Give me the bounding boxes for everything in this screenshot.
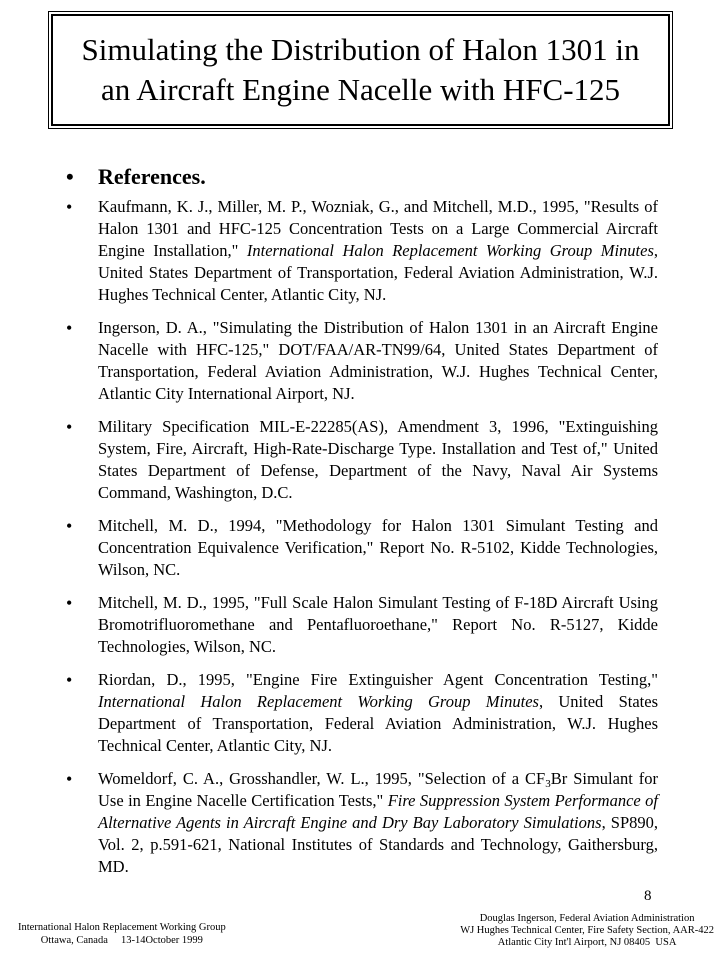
references-list	[66, 162, 658, 878]
bullet-icon: •	[66, 197, 73, 217]
reference-item-kaufmann	[66, 196, 658, 306]
title-box	[51, 14, 670, 126]
footer-left-line-1: International Halon Replacement Working Group	[18, 922, 226, 933]
reference-text: Womeldorf, C. A., Grosshandler, W. L., 1995, "Selection of a CF	[98, 769, 546, 788]
footer-right	[460, 913, 714, 949]
reference-text: Mitchell, M. D., 1995, "Full Scale Halon Simulant Testing of F-18D Aircraft Using Bromotrifluoromethane and Pentafluoroethane," Report No. R-5127, Kidde Technologies, Wilson, NC.	[98, 593, 658, 656]
reference-italic: International Halon Replacement Working Group Minutes	[98, 692, 539, 711]
footer-right-line-1: Douglas Ingerson, Federal Aviation Administration	[479, 913, 695, 924]
reference-text: Kaufmann, K. J., Miller, M. P., Wozniak, G., and Mitchell, M.D., 1995, "Results of Halon 1301 and HFC-125 Concentration Tests on a Large Commercial Aircraft Engine Installation,"	[98, 197, 658, 260]
bullet-icon: •	[66, 417, 73, 437]
footer-right-line-3: Atlantic City Int'l Airport, NJ 08405 USA	[497, 937, 677, 948]
title-line-2: an Aircraft Engine Nacelle with HFC-125	[100, 72, 621, 107]
reference-text: , United States Department of Transportation, Federal Aviation Administration, W.J. Hughes Technical Center, Atlantic City, NJ.	[98, 692, 658, 755]
bullet-icon: •	[66, 516, 73, 536]
bullet-icon: •	[66, 670, 73, 690]
reference-text: Ingerson, D. A., "Simulating the Distribution of Halon 1301 in an Aircraft Engine Nacelle with HFC-125," DOT/FAA/AR-TN99/64, United States Department of Transportation, Federal Aviation Administration, W.J. Hughes Technical Center, Atlantic City International Airport, NJ.	[98, 318, 658, 403]
reference-text: Br Simulant for Use in Engine Nacelle Certification Tests,"	[98, 769, 659, 810]
slide-title	[82, 30, 640, 110]
reference-italic: Fire Suppression System Performance of Alternative Agents in Aircraft Engine and Dry Bay Laboratory Simulations	[98, 791, 658, 832]
reference-item-riordan	[66, 669, 658, 757]
bullet-icon: •	[66, 769, 73, 789]
footer-right-line-2: WJ Hughes Technical Center, Fire Safety Section, AAR-422	[460, 925, 714, 936]
reference-text: , United States Department of Transportation, Federal Aviation Administration, W.J. Hughes Technical Center, Atlantic City, NJ.	[98, 241, 658, 304]
footer-left	[18, 921, 226, 947]
page-number: 8	[644, 888, 652, 904]
reference-text: Military Specification MIL-E-22285(AS), Amendment 3, 1996, "Extinguishing System, Fire, Aircraft, High-Rate-Discharge Type. Installation and Test of," United States Department of Defense, Department of the Navy, Naval Air Systems Command, Washington, D.C.	[98, 417, 658, 502]
subscript: 3	[545, 778, 551, 790]
bullet-icon: •	[66, 164, 74, 189]
bullet-icon: •	[66, 593, 73, 613]
reference-text: Mitchell, M. D., 1994, "Methodology for Halon 1301 Simulant Testing and Concentration Equivalence Verification," Report No. R-5102, Kidde Technologies, Wilson, NC.	[98, 516, 658, 579]
heading-text: References.	[98, 164, 206, 189]
references-heading	[66, 162, 658, 192]
reference-item-womeldorf	[66, 768, 658, 878]
reference-item-military-spec	[66, 416, 658, 504]
reference-item-mitchell-1994	[66, 515, 658, 581]
bullet-icon: •	[66, 318, 73, 338]
reference-italic: International Halon Replacement Working Group Minutes	[246, 241, 654, 260]
reference-text: Riordan, D., 1995, "Engine Fire Extinguisher Agent Concentration Testing,"	[98, 670, 658, 689]
reference-text: , SP890, Vol. 2, p.591-621, National Institutes of Standards and Technology, Gaithersburg, MD.	[98, 813, 658, 876]
title-line-1: Simulating the Distribution of Halon 1301 in	[81, 32, 640, 67]
footer-left-line-2: Ottawa, Canada 13-14October 1999	[40, 935, 203, 946]
reference-item-ingerson	[66, 317, 658, 405]
reference-item-mitchell-1995	[66, 592, 658, 658]
